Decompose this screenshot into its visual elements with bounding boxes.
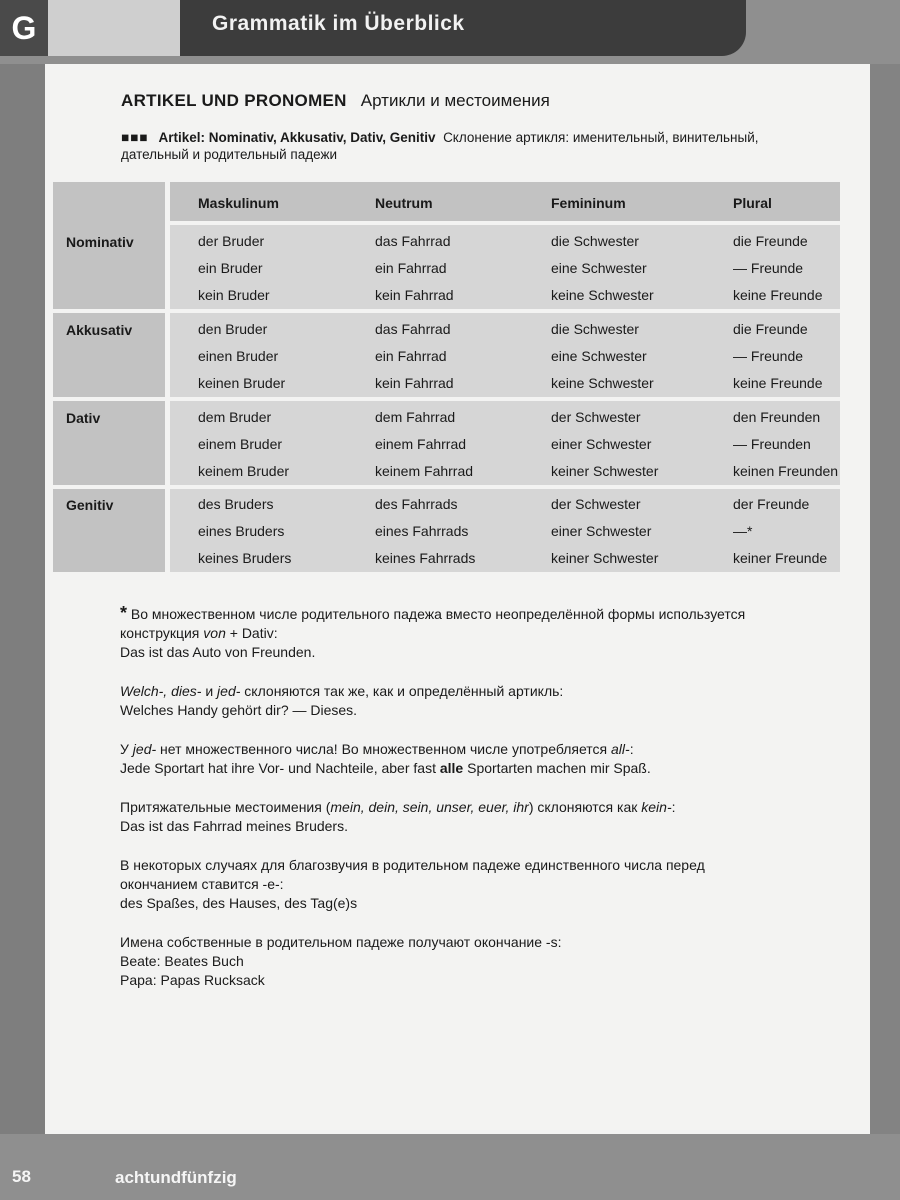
note-proper-names: Имена собственные в родительном падеже получают окончание -s: Beate: Beates Buch Papa: Papas Rucksack xyxy=(120,933,840,990)
example-sentence: Welches Handy gehört dir? — Dieses. xyxy=(120,702,358,718)
table-cell: den Freunden — Freunden keinen Freunden xyxy=(733,409,839,479)
row-label-akkusativ: Akkusativ xyxy=(66,322,133,338)
example-sentence: Das ist das Auto von Freunden. xyxy=(120,644,316,660)
row-label-nominativ: Nominativ xyxy=(66,234,134,250)
chapter-title: Grammatik im Überblick xyxy=(212,12,465,35)
col-header-maskulinum: Maskulinum xyxy=(198,195,279,211)
table-cell: des Fahrrads eines Fahrrads keines Fahrrads xyxy=(375,496,476,566)
subsection-heading xyxy=(121,129,821,163)
left-margin-shadow xyxy=(0,64,45,1134)
chapter-header xyxy=(0,0,746,56)
table-cell: dem Bruder einem Bruder keinem Bruder xyxy=(198,409,290,479)
table-cell: die Freunde — Freunde keine Freunde xyxy=(733,233,823,303)
subtitle-de: Artikel: Nominativ, Akkusativ, Dativ, Genitiv xyxy=(158,130,436,145)
note-genitive-plural: * Во множественном числе родительного падежа вместо неопределённой формы используется конструкция von + Dativ: Das ist das Auto von Freunden. xyxy=(120,604,840,662)
page-number: 58 xyxy=(12,1167,31,1186)
table-cell: die Schwester eine Schwester keine Schwester xyxy=(551,233,654,303)
note-possessive-pronouns: Притяжательные местоимения (mein, dein, sein, unser, euer, ihr) склоняются как kein-: Das ist das Fahrrad meines Bruders. xyxy=(120,798,840,836)
row-label-genitiv: Genitiv xyxy=(66,497,114,513)
note-welch-dies-jed: Welch-, dies- и jed- склоняются так же, как и определённый артикль: Welches Handy gehört dir? — Dieses. xyxy=(120,682,840,720)
table-cell: den Bruder einen Bruder keinen Bruder xyxy=(198,321,286,391)
chapter-letter: G xyxy=(0,0,48,56)
table-cell: der Freunde —* keiner Freunde xyxy=(733,496,828,566)
col-header-neutrum: Neutrum xyxy=(375,195,433,211)
col-header-femininum: Femininum xyxy=(551,195,626,211)
page-number-word: achtundfünfzig xyxy=(115,1168,237,1187)
grammar-notes xyxy=(120,604,840,1010)
table-cell: der Schwester einer Schwester keiner Schwester xyxy=(551,409,659,479)
table-cell: das Fahrrad ein Fahrrad kein Fahrrad xyxy=(375,321,454,391)
footnote-star: * xyxy=(120,603,128,623)
section-marker-icon: ■■■ xyxy=(121,130,149,145)
example-sentence: Jede Sportart hat ihre Vor- und Nachteile, aber fast alle Sportarten machen mir Spaß. xyxy=(120,760,651,776)
table-cell: des Bruders eines Bruders keines Bruders xyxy=(198,496,292,566)
table-cell: die Freunde — Freunde keine Freunde xyxy=(733,321,823,391)
right-margin-shadow xyxy=(870,64,900,1134)
table-cell: der Schwester einer Schwester keiner Schwester xyxy=(551,496,659,566)
col-header-plural: Plural xyxy=(733,195,772,211)
subtitle-ru: Склонение артикля: именительный, винительный, дательный и родительный падежи xyxy=(121,130,759,162)
table-cell: der Bruder ein Bruder kein Bruder xyxy=(198,233,270,303)
section-title xyxy=(121,91,550,111)
section-title-de: ARTIKEL UND PRONOMEN xyxy=(121,91,347,110)
table-cell: die Schwester eine Schwester keine Schwester xyxy=(551,321,654,391)
table-cell: dem Fahrrad einem Fahrrad keinem Fahrrad xyxy=(375,409,474,479)
section-title-ru: Артикли и местоимения xyxy=(360,91,550,110)
example-sentence: des Spaßes, des Hauses, des Tag(e)s xyxy=(120,895,358,911)
note-genitive-e: В некоторых случаях для благозвучия в родительном падеже единственного числа перед окончанием ставится -e-: des Spaßes, des Hauses, des Tag(e)s xyxy=(120,856,840,913)
example-sentence: Papa: Papas Rucksack xyxy=(120,972,265,988)
declension-table xyxy=(53,182,840,572)
header-separator xyxy=(48,0,180,56)
row-label-dativ: Dativ xyxy=(66,410,101,426)
example-sentence: Beate: Beates Buch xyxy=(120,953,244,969)
table-cell: das Fahrrad ein Fahrrad kein Fahrrad xyxy=(375,233,454,303)
example-sentence: Das ist das Fahrrad meines Bruders. xyxy=(120,818,348,834)
page-content xyxy=(45,64,870,1134)
note-jed-plural: У jed- нет множественного числа! Во множественном числе употребляется all-: Jede Sportart hat ihre Vor- und Nachteile, aber fast alle Sportarten machen mir Spaß. xyxy=(120,740,840,778)
